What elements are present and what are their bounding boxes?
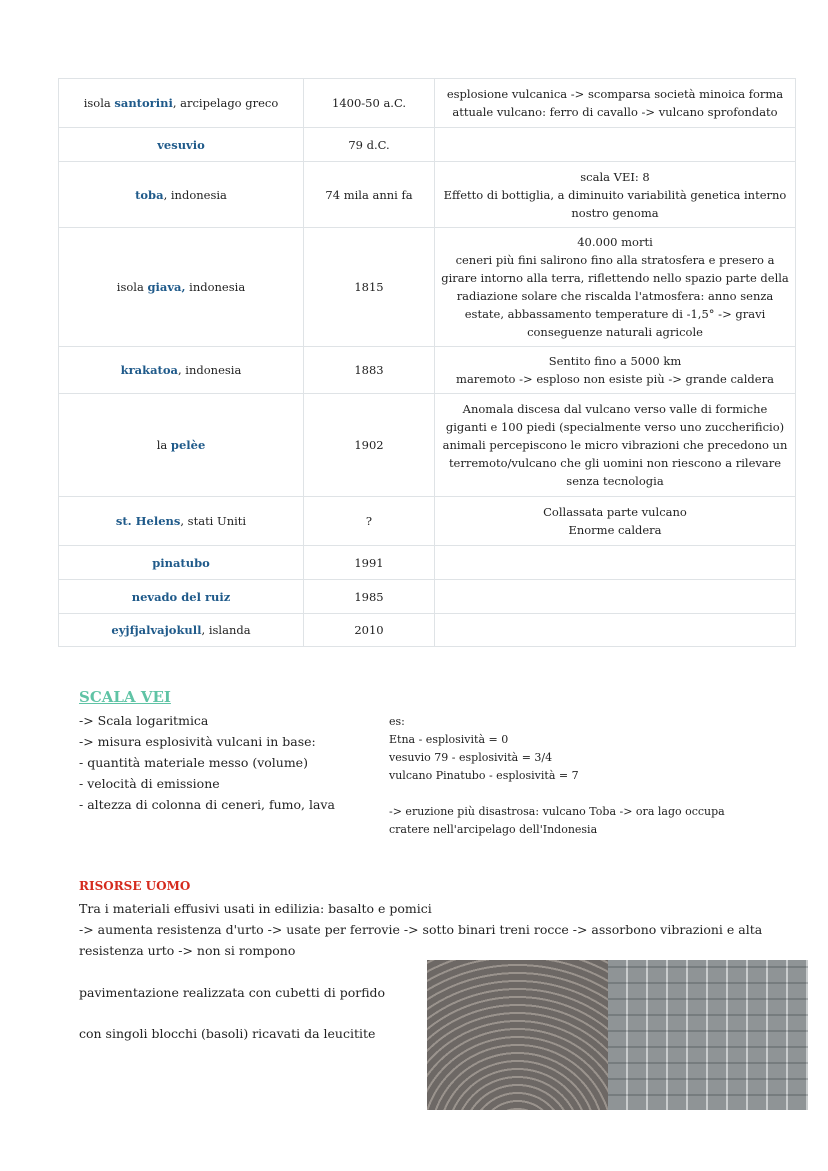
vei-example: vesuvio 79 - esplosività = 3/4 [389,751,553,764]
note-line: Sentito fino a 5000 km [548,354,682,368]
table-row [59,228,796,347]
volcano-name: st. Helens [115,514,181,528]
volcano-name: pelèe [170,438,206,452]
notes-cell [435,162,796,228]
date-cell: 2010 [304,614,435,647]
notes-cell [435,614,796,647]
location-prefix: la [156,438,171,452]
basoli-text: con singoli blocchi (basoli) ricavati da leucitite [79,1026,376,1041]
vei-example: es: [389,715,405,728]
table-row [59,128,796,162]
volcano-table [58,78,796,647]
basoli-photo [608,960,808,1110]
volcano-cell [59,580,304,614]
note-line: scala VEI: 8 [580,169,650,184]
date-cell: 1985 [304,580,435,614]
vei-item: - quantità materiale messo (volume) [79,755,308,770]
table-row [59,162,796,228]
risorse-text [79,898,762,961]
location-suffix: , indonesia [163,187,227,202]
vei-left-list [79,710,335,815]
date-cell: ? [304,497,435,546]
location-suffix: indonesia [185,280,246,294]
date-cell: 1991 [304,546,435,580]
porfido-photo [427,960,608,1110]
location-suffix: , stati Uniti [180,514,247,528]
notes-cell [435,347,796,394]
date-cell: 1902 [304,394,435,497]
volcano-cell [59,228,304,347]
volcano-name: nevado del ruiz [131,589,231,604]
table-row [59,614,796,647]
table-row [59,79,796,128]
location-prefix: isola [83,96,115,110]
risorse-heading: RISORSE UOMO [79,879,191,893]
note-line: esplosione vulcanica -> scomparsa società minoica forma attuale vulcano: ferro di cavallo -> vulcano sprofondato [446,87,784,119]
note-line: Anomala discesa dal vulcano verso valle di formiche giganti e 100 piedi (specialmente verso uno zuccherificio) [445,402,785,434]
volcano-cell [59,347,304,394]
notes-cell [435,394,796,497]
risorse-line: -> aumenta resistenza d'urto -> usate per ferrovie -> sotto binari treni rocce -> assorbono vibrazioni e alta [79,922,763,937]
notes-cell [435,580,796,614]
vei-note: cratere nell'arcipelago dell'Indonesia [389,823,598,836]
note-line: ceneri più fini salirono fino alla stratosfera e presero a girare intorno alla terra, riflettendo nello spazio parte della radiazione solare che riscalda l'atmosfera: anno senza estate, abbassamento temperature di -1,5° -> gravi conseguenze naturali agricole [441,253,789,339]
vei-example: vulcano Pinatubo - esplosività = 7 [389,769,579,782]
date-cell: 1883 [304,347,435,394]
note-line: 40.000 morti [577,235,653,249]
volcano-name: santorini [114,96,173,110]
vei-item: - velocità di emissione [79,776,220,791]
location-suffix: , indonesia [178,363,242,377]
volcano-cell [59,614,304,647]
volcano-name: vesuvio [157,137,205,152]
risorse-line: resistenza urto -> non si rompono [79,943,296,958]
pavimentazione-text: pavimentazione realizzata con cubetti di porfido [79,985,386,1000]
vei-item: - altezza di colonna di ceneri, fumo, lava [79,797,335,812]
volcano-cell [59,128,304,162]
date-cell: 74 mila anni fa [304,162,435,228]
scala-vei-heading: SCALA VEI [79,688,171,706]
notes-cell [435,128,796,162]
date-cell: 79 d.C. [304,128,435,162]
notes-cell [435,79,796,128]
table-row [59,497,796,546]
table-row [59,580,796,614]
note-line: Enorme caldera [568,523,662,537]
note-line: Effetto di bottiglia, a diminuito variabilità genetica interno nostro genoma [443,187,787,220]
notes-cell [435,228,796,347]
date-cell: 1400-50 a.C. [304,79,435,128]
volcano-cell [59,79,304,128]
volcano-cell [59,162,304,228]
location-prefix: isola [116,280,148,294]
volcano-cell [59,497,304,546]
vei-item: -> Scala logaritmica [79,713,209,728]
volcano-name: toba [135,187,164,202]
date-cell: 1815 [304,228,435,347]
vei-example: Etna - esplosività = 0 [389,733,509,746]
table-row [59,347,796,394]
location-suffix: , islanda [201,623,251,637]
vei-item: -> misura esplosività vulcani in base: [79,734,316,749]
table-row [59,546,796,580]
note-line: maremoto -> esploso non esiste più -> grande caldera [456,372,774,386]
notes-cell [435,546,796,580]
vei-examples [389,713,725,839]
note-line: animali percepiscono le micro vibrazioni che precedono un terremoto/vulcano che gli uomini non riescono a rilevare senza tecnologia [442,438,788,488]
volcano-cell [59,546,304,580]
note-line: Collassata parte vulcano [543,505,687,519]
volcano-name: krakatoa [120,363,178,377]
risorse-line: Tra i materiali effusivi usati in edilizia: basalto e pomici [79,901,432,916]
table-row [59,394,796,497]
volcano-cell [59,394,304,497]
vei-note: -> eruzione più disastrosa: vulcano Toba -> ora lago occupa [389,805,725,818]
volcano-name: pinatubo [152,555,210,570]
notes-cell [435,497,796,546]
volcano-name: eyjfjalvajokull [111,623,202,637]
location-suffix: , arcipelago greco [172,96,279,110]
volcano-name: giava, [147,280,186,294]
